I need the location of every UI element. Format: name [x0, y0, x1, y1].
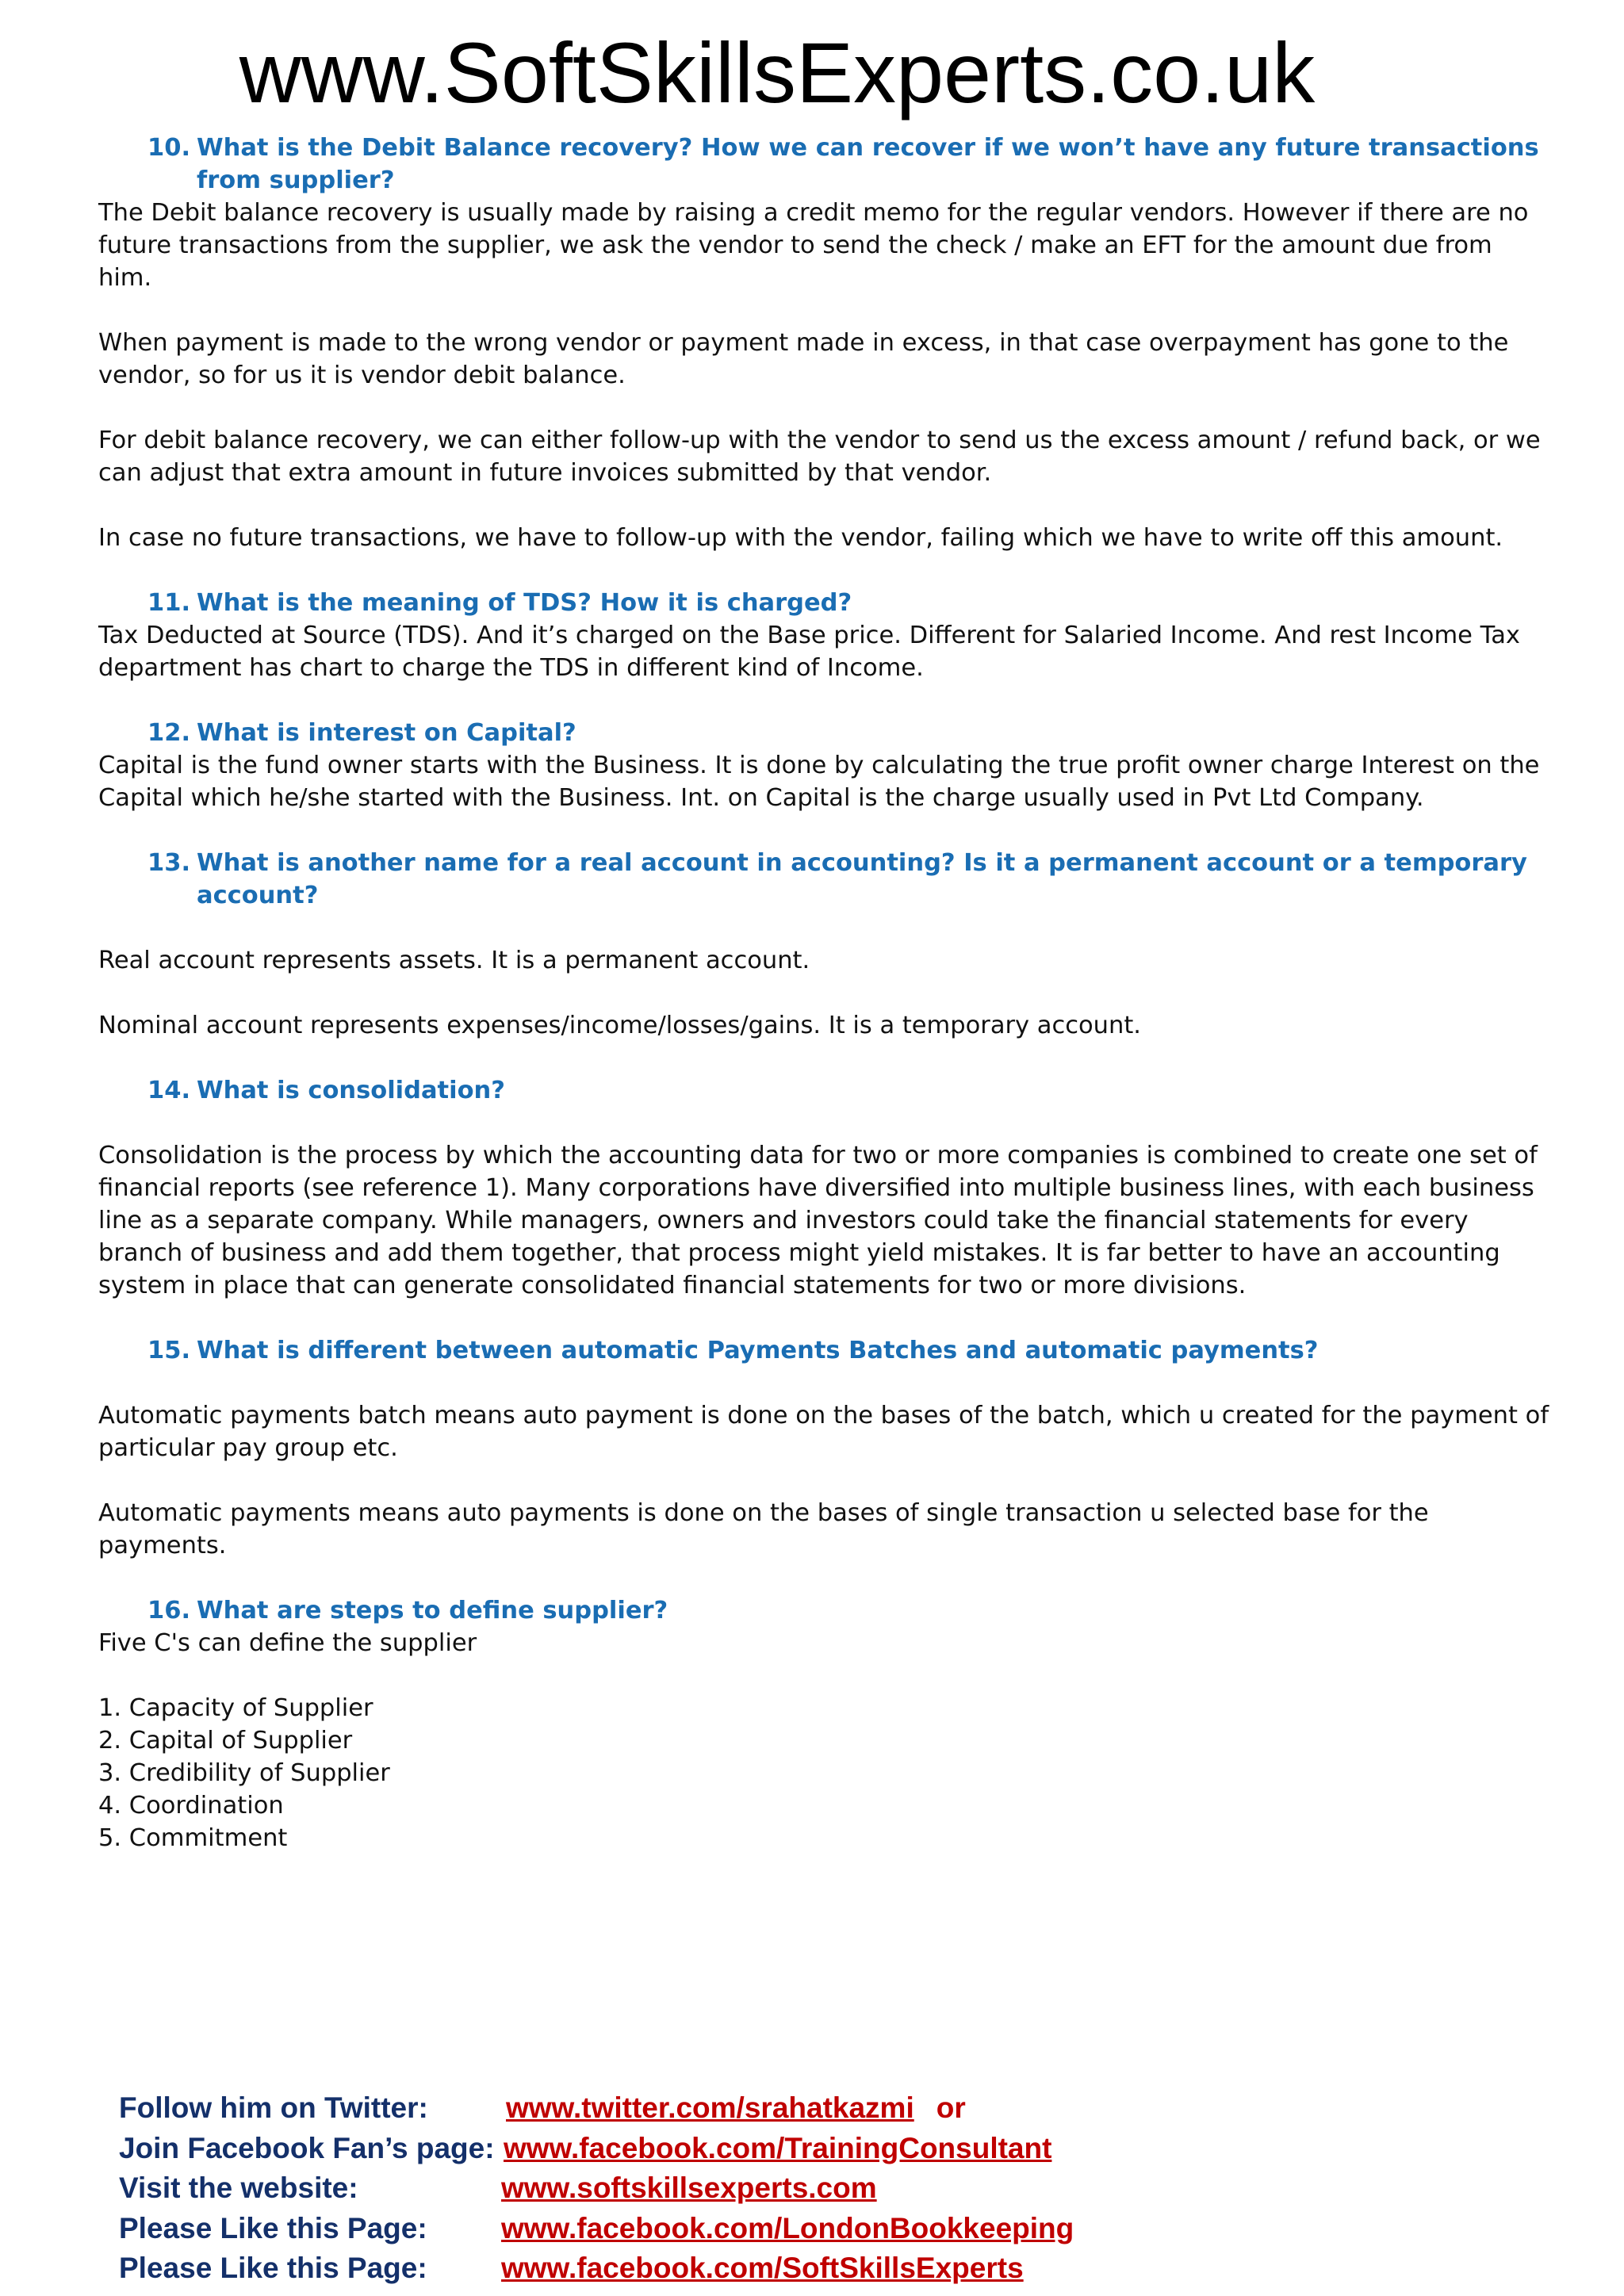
qa-11 [98, 587, 1549, 684]
list-item: 2. Capital of Supplier [98, 1727, 353, 1755]
list-item: 5. Commitment [98, 1824, 288, 1852]
footer-label: Visit the website: [119, 2172, 358, 2204]
question-text: What is interest on Capital? [197, 719, 576, 747]
question-heading [98, 717, 1549, 749]
facebook-london-link[interactable]: www.facebook.com/LondonBookkeeping [501, 2211, 1074, 2244]
question-heading [98, 1594, 1549, 1627]
answer-paragraph: When payment is made to the wrong vendor or payment made in excess, in that case overpayment has gone to the vendor, so for us it is vendor debit balance. [98, 329, 1509, 389]
website-link[interactable]: www.softskillsexperts.com [501, 2172, 877, 2204]
question-text: What are steps to define supplier? [197, 1597, 668, 1624]
document-body [98, 132, 1549, 1854]
answer-paragraph: Automatic payments means auto payments is done on the bases of single transaction u selected base for the payments. [98, 1499, 1429, 1559]
footer-label: Join Facebook Fan’s page: [119, 2131, 495, 2164]
footer-row-twitter [119, 2088, 1074, 2129]
footer-links [119, 2088, 1074, 2289]
question-number: 14. [147, 1077, 191, 1104]
facebook-softskills-link[interactable]: www.facebook.com/SoftSkillsExperts [501, 2252, 1024, 2284]
footer-label: Please Like this Page: [119, 2252, 427, 2284]
question-text: What is the Debit Balance recovery? How we can recover if we won’t have any future transactions from supplier? [197, 134, 1539, 194]
answer-paragraph: Tax Deducted at Source (TDS). And it’s charged on the Base price. Different for Salaried Income. And rest Income Tax department has chart to charge the TDS in different kind of Income. [98, 622, 1520, 682]
list-item: 4. Coordination [98, 1792, 284, 1820]
question-number: 16. [147, 1597, 191, 1624]
answer-paragraph: Nominal account represents expenses/income/losses/gains. It is a temporary account. [98, 1012, 1141, 1039]
qa-15 [98, 1334, 1549, 1562]
question-heading [98, 1334, 1549, 1367]
question-number: 11. [147, 589, 191, 617]
qa-14 [98, 1074, 1549, 1302]
question-text: What is another name for a real account in accounting? Is it a permanent account or a temporary account? [197, 849, 1527, 909]
answer-paragraph: Automatic payments batch means auto payment is done on the bases of the batch, which u created for the payment of particular pay group etc. [98, 1402, 1549, 1462]
question-number: 12. [147, 719, 191, 747]
list-item: 1. Capacity of Supplier [98, 1694, 373, 1722]
footer-row-like-london [119, 2209, 1074, 2249]
answer-paragraph: The Debit balance recovery is usually made by raising a credit memo for the regular vendors. However if there are no future transactions from the supplier, we ask the vendor to send the check / make an EFT for the amount due from him. [98, 199, 1529, 292]
question-text: What is different between automatic Payments Batches and automatic payments? [197, 1337, 1319, 1364]
question-text: What is the meaning of TDS? How it is charged? [197, 589, 852, 617]
footer-label: Please Like this Page: [119, 2211, 427, 2244]
question-heading [98, 1074, 1549, 1107]
qa-10 [98, 132, 1549, 554]
footer-or-text: or [936, 2091, 966, 2124]
answer-paragraph: Real account represents assets. It is a permanent account. [98, 947, 810, 974]
list-item: 3. Credibility of Supplier [98, 1759, 390, 1787]
answer-paragraph: Five C's can define the supplier [98, 1629, 477, 1657]
twitter-link[interactable]: www.twitter.com/srahatkazmi [506, 2091, 914, 2124]
qa-13 [98, 847, 1549, 1042]
footer-row-facebook-fan [119, 2129, 1074, 2169]
question-number: 13. [147, 849, 191, 877]
answer-paragraph: Consolidation is the process by which the accounting data for two or more companies is combined to create one set of financial reports (see reference 1). Many corporations have diversified into multiple business lines, with each business line as a separate company. While managers, owners and investors could take the financial statements for every branch of business and add them together, that process might yield mistakes. It is far better to have an accounting system in place that can generate consolidated financial statements for two or more divisions. [98, 1142, 1538, 1299]
qa-16 [98, 1594, 1549, 1854]
question-heading [98, 587, 1549, 619]
answer-paragraph: For debit balance recovery, we can either follow-up with the vendor to send us the excess amount / refund back, or we can adjust that extra amount in future invoices submitted by that vendor. [98, 427, 1541, 487]
facebook-training-link[interactable]: www.facebook.com/TrainingConsultant [504, 2131, 1052, 2164]
question-heading [98, 847, 1549, 912]
qa-12 [98, 717, 1549, 814]
question-text: What is consolidation? [197, 1077, 505, 1104]
answer-paragraph: In case no future transactions, we have to follow-up with the vendor, failing which we have to write off this amount. [98, 524, 1503, 552]
footer-label: Follow him on Twitter: [119, 2091, 428, 2124]
answer-paragraph: Capital is the fund owner starts with the Business. It is done by calculating the true profit owner charge Interest on the Capital which he/she started with the Business. Int. on Capital is the charge usually used in Pvt Ltd Company. [98, 752, 1540, 812]
page-header-site: www.SoftSkillsExperts.co.uk [239, 25, 1316, 121]
question-heading [98, 132, 1549, 197]
footer-row-website [119, 2168, 1074, 2209]
question-number: 15. [147, 1337, 191, 1364]
footer-row-like-softskills [119, 2248, 1074, 2289]
question-number: 10. [147, 134, 191, 162]
